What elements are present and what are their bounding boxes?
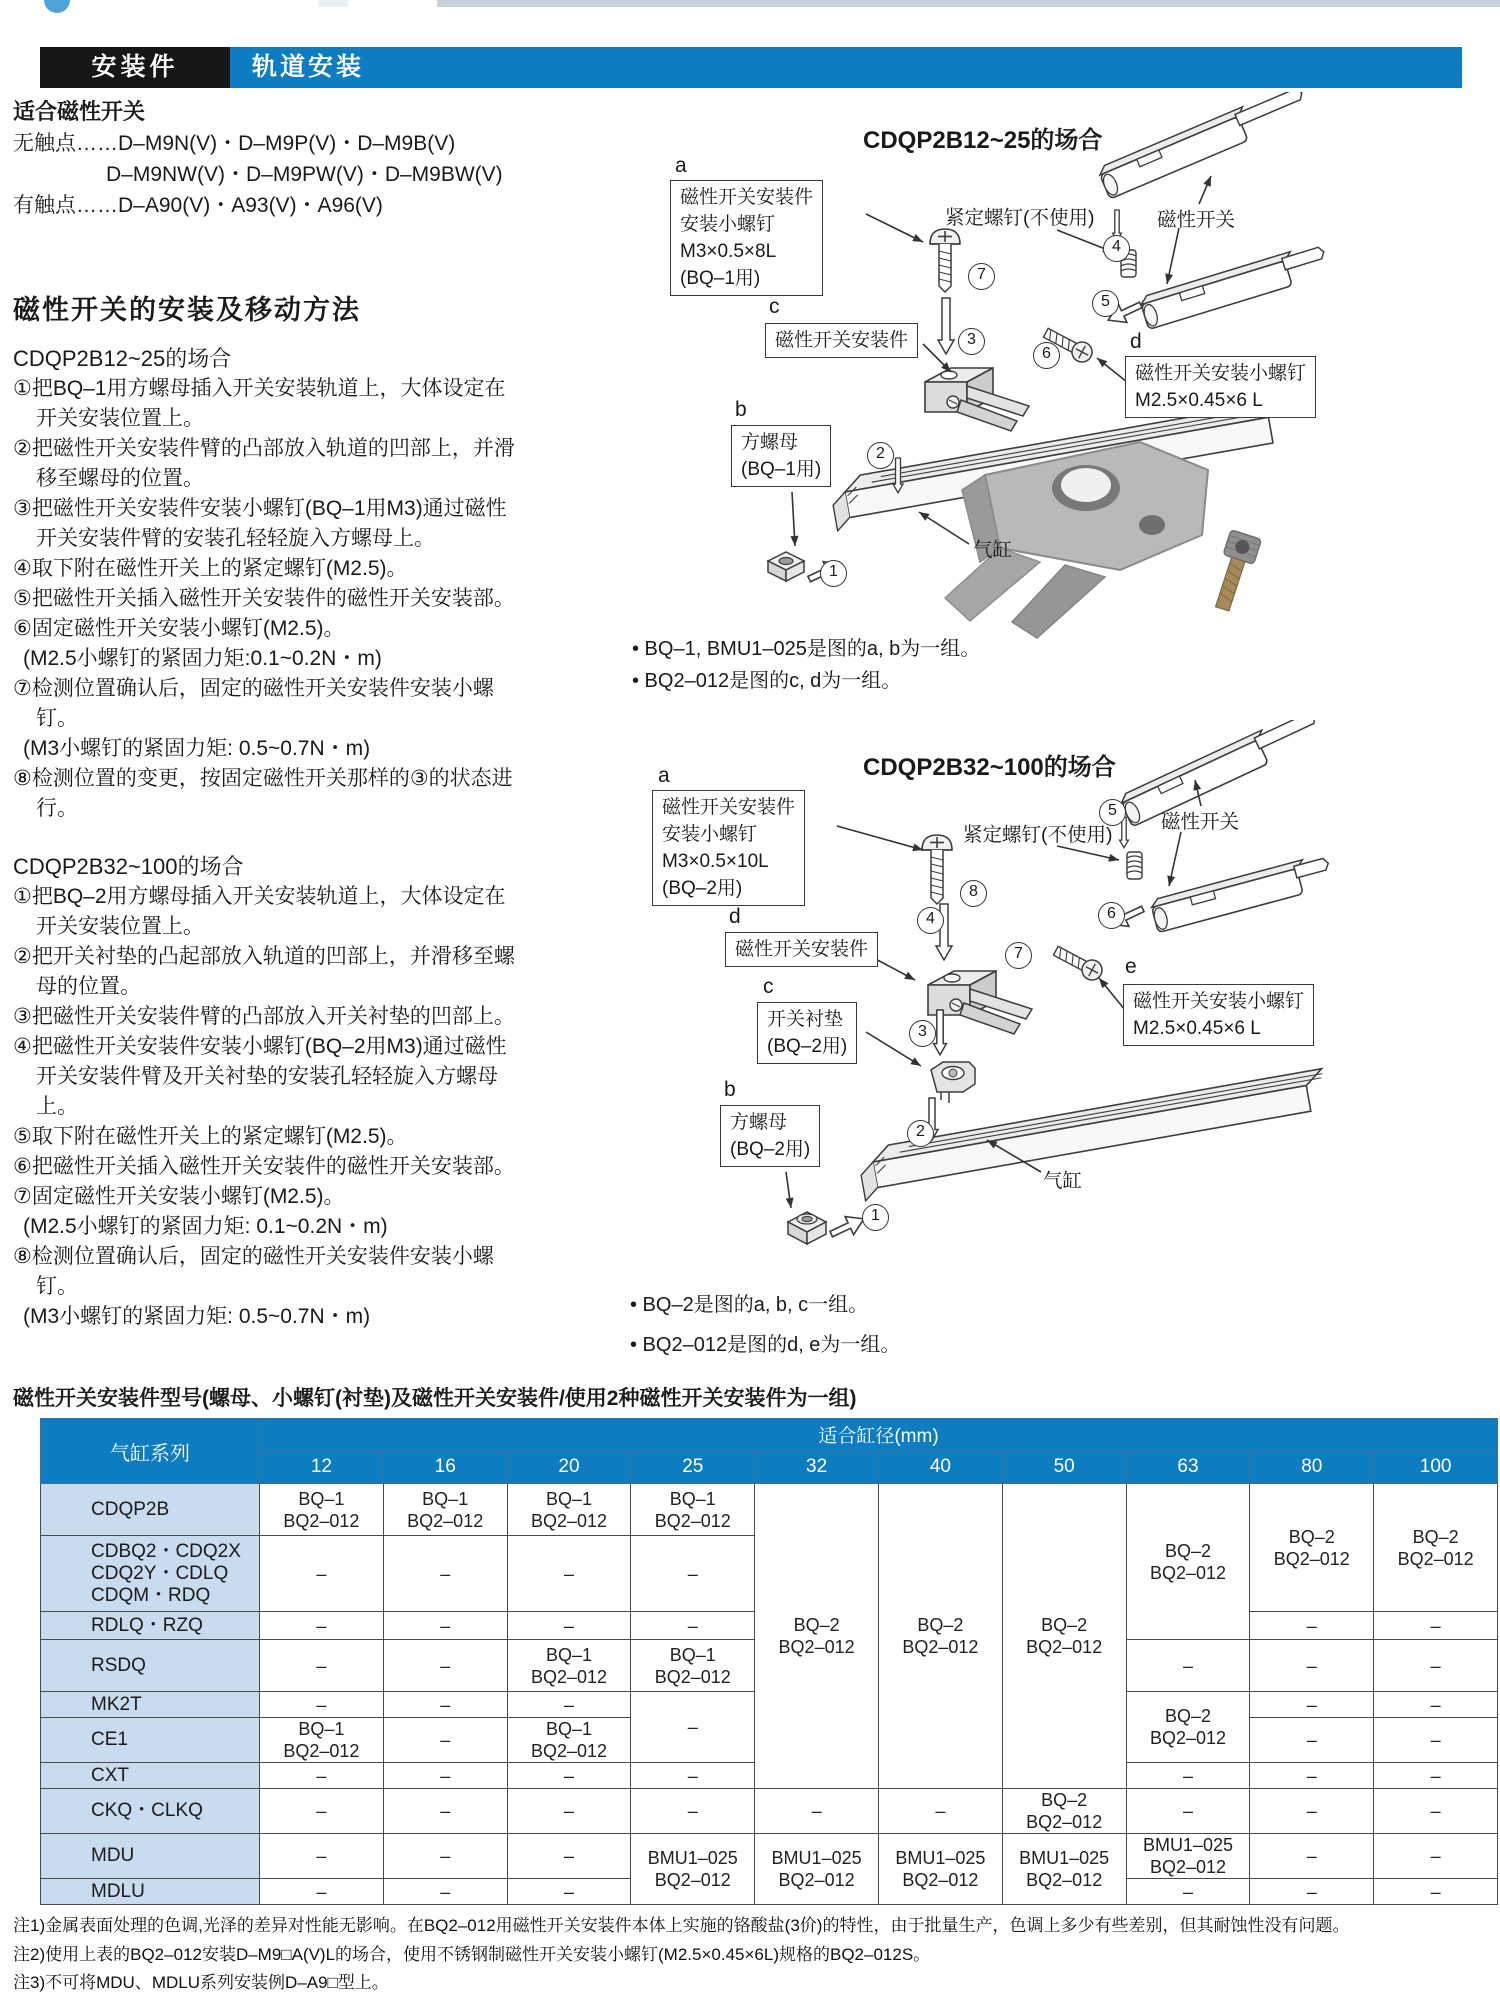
table-cell: – — [1374, 1692, 1498, 1718]
column-header-bore-32: 32 — [755, 1451, 879, 1484]
procedure-step: ⑧检测位置确认后，固定的磁性开关安装件安装小螺钉。 — [13, 1245, 494, 1298]
table-cell: BQ–2 BQ2–012 — [1126, 1692, 1250, 1763]
table-row — [41, 1834, 1498, 1879]
table-cell: – — [1250, 1692, 1374, 1718]
table-cell: – — [260, 1692, 384, 1718]
table-cell: – — [1374, 1640, 1498, 1692]
table-cell: – — [260, 1536, 384, 1612]
row-label-CE1: CE1 — [41, 1718, 260, 1763]
switch-spacer-icon — [931, 1062, 975, 1103]
table-cell: BMU1–025 BQ2–012 — [631, 1834, 755, 1905]
callout-b-line: (BQ–2用) — [730, 1139, 811, 1160]
m3-screw-icon — [922, 835, 952, 904]
table-title: 磁性开关安装件型号(螺母、小螺钉(衬垫)及磁性开关安装件/使用2种磁性开关安装件为一组) — [13, 1387, 857, 1410]
table-cell: – — [260, 1612, 384, 1640]
callout-a-line: 安装小螺钉 — [662, 824, 758, 845]
procedure1-subtitle: CDQP2B12~25的场合 — [13, 346, 232, 371]
m2-5-screw-icon — [1051, 942, 1105, 984]
table-cell: – — [383, 1763, 507, 1789]
row-label-MDU: MDU — [41, 1834, 260, 1879]
table-cell: – — [631, 1692, 755, 1763]
header-tab-mounting: 安装件 — [40, 47, 230, 88]
callout-letter-e: e — [1125, 955, 1137, 978]
step-marker-6: 6 — [1098, 902, 1125, 929]
step-marker-8: 8 — [960, 880, 987, 907]
table-cell: BQ–1 BQ2–012 — [631, 1640, 755, 1692]
leader-arrowhead — [912, 234, 923, 242]
table-cell: BQ–2 BQ2–012 — [1374, 1484, 1498, 1612]
table-cell: – — [383, 1879, 507, 1905]
callout-d-line: M2.5×0.45×6 L — [1135, 390, 1263, 411]
table-cell: – — [631, 1789, 755, 1834]
applicable-switch-list — [13, 128, 503, 221]
callout-b-box — [731, 425, 831, 487]
applicable-line: D–M9NW(V)・D–M9PW(V)・D–M9BW(V) — [106, 163, 503, 186]
table-cell: – — [507, 1879, 631, 1905]
table-cell: BMU1–025 BQ2–012 — [755, 1834, 879, 1905]
table-cell: – — [631, 1612, 755, 1640]
callout-letter-d: d — [1130, 330, 1142, 353]
table-cell: – — [507, 1834, 631, 1879]
photo-screw — [1207, 530, 1262, 614]
procedure2-subtitle: CDQP2B32~100的场合 — [13, 854, 244, 879]
table-cell: – — [260, 1879, 384, 1905]
procedure-step: ⑦检测位置确认后，固定的磁性开关安装件安装小螺钉。 — [13, 677, 494, 730]
table-cell: – — [507, 1763, 631, 1789]
table-cell: BMU1–025 BQ2–012 — [1002, 1834, 1126, 1905]
table-cell: – — [383, 1640, 507, 1692]
table-cell: BQ–1 BQ2–012 — [507, 1640, 631, 1692]
table-cell: – — [878, 1789, 1002, 1834]
callout-d-box — [1125, 356, 1316, 418]
procedure-step: ①把BQ–1用方螺母插入开关安装轨道上，大体设定在开关安装位置上。 — [13, 377, 506, 430]
callout-c-line: 开关衬垫 — [767, 1009, 844, 1030]
callout-a-box — [652, 790, 805, 906]
table-row — [41, 1789, 1498, 1834]
diagram1-note: • BQ2–012是图的c, d为一组。 — [632, 670, 902, 692]
square-nut-icon — [788, 1212, 826, 1244]
table-cell: – — [1250, 1763, 1374, 1789]
table-cell: – — [631, 1763, 755, 1789]
step-marker-6: 6 — [1033, 342, 1060, 369]
table-cell: – — [383, 1834, 507, 1879]
procedure2-steps — [13, 882, 516, 1332]
procedure-step: ②把开关衬垫的凸起部放入轨道的凹部上，并滑移至螺母的位置。 — [13, 945, 515, 998]
leader-line — [837, 826, 923, 850]
down-arrow-icon — [938, 298, 954, 354]
row-label-MK2T: MK2T — [41, 1692, 260, 1718]
table-cell: – — [383, 1536, 507, 1612]
table-cell: – — [260, 1763, 384, 1789]
table-cell: – — [1126, 1640, 1250, 1692]
callout-d-line: 磁性开关安装件 — [735, 939, 869, 960]
page-top-logo-remnant — [44, 0, 70, 13]
callout-letter-a: a — [658, 764, 670, 787]
row-label-RSDQ: RSDQ — [41, 1640, 260, 1692]
table-row — [41, 1484, 1498, 1536]
column-header-bore-80: 80 — [1250, 1451, 1374, 1484]
table-cell: – — [1374, 1718, 1498, 1763]
table-cell: – — [507, 1536, 631, 1612]
table-cell: – — [1374, 1763, 1498, 1789]
magnetic-switch-icon — [1150, 854, 1334, 933]
table-cell: – — [1374, 1834, 1498, 1879]
leader-arrowhead — [1203, 176, 1211, 187]
table-cell: – — [1374, 1879, 1498, 1905]
callout-a-line: M3×0.5×10L — [662, 851, 769, 872]
table-cell: – — [1250, 1834, 1374, 1879]
applicable-switch-title: 适合磁性开关 — [13, 99, 146, 124]
step-marker-4: 4 — [1103, 235, 1130, 262]
table-cell: BQ–1 BQ2–012 — [507, 1718, 631, 1763]
procedure-step: ①把BQ–2用方螺母插入开关安装轨道上，大体设定在开关安装位置上。 — [13, 885, 506, 938]
table-cell: – — [1250, 1718, 1374, 1763]
callout-b-line: 方螺母 — [730, 1112, 788, 1133]
procedure-step: ③把磁性开关安装件安装小螺钉(BQ–1用M3)通过磁性开关安装件臂的安装孔轻轻旋入方螺母上。 — [13, 497, 507, 550]
callout-c-box — [757, 1002, 857, 1064]
procedure-step: ②把磁性开关安装件臂的凸部放入轨道的凹部上，并滑移至螺母的位置。 — [13, 437, 515, 490]
callout-e-line: 磁性开关安装小螺钉 — [1133, 991, 1305, 1012]
table-cell: – — [383, 1789, 507, 1834]
table-cell: – — [260, 1834, 384, 1879]
callout-b-line: 方螺母 — [741, 432, 799, 453]
callout-d-line: 磁性开关安装小螺钉 — [1135, 363, 1307, 384]
callout-c-line: 磁性开关安装件 — [775, 330, 909, 351]
column-header-bore-25: 25 — [631, 1451, 755, 1484]
procedure-step-torque-note: (M3小螺钉的紧固力矩: 0.5~0.7N・m) — [23, 1305, 371, 1328]
magnetic-switch-icon — [1139, 242, 1330, 329]
table-cell: – — [260, 1789, 384, 1834]
step-marker-1: 1 — [820, 560, 847, 587]
table-cell: – — [383, 1718, 507, 1763]
footnote: 注3)不可将MDU、MDLU系列安装例D–A9□型上。 — [13, 1973, 389, 1992]
callout-a-line: (BQ–1用) — [680, 268, 761, 289]
page-top-bar — [437, 0, 1500, 7]
cylinder-label: 气缸 — [973, 539, 1013, 561]
callout-letter-c: c — [763, 975, 774, 998]
row-label-CDBQ2・CDQ2X: CDBQ2・CDQ2X CDQ2Y・CDLQ CDQM・RDQ — [41, 1536, 260, 1612]
procedure-step: ⑥把磁性开关插入磁性开关安装件的磁性开关安装部。 — [13, 1155, 515, 1178]
column-header-bore-group: 适合缸径(mm) — [260, 1419, 1498, 1452]
callout-a-line: (BQ–2用) — [662, 878, 743, 899]
set-screw-label: 紧定螺钉(不使用) — [945, 207, 1095, 229]
magnetic-switch-icon — [1097, 92, 1311, 199]
table-cell: BQ–2 BQ2–012 — [1250, 1484, 1374, 1612]
cylinder-label: 气缸 — [1043, 1170, 1083, 1192]
table-cell: – — [1250, 1640, 1374, 1692]
table-cell: – — [1126, 1879, 1250, 1905]
table-cell: – — [383, 1612, 507, 1640]
column-header-cylinder-series: 气缸系列 — [41, 1419, 260, 1484]
step-marker-7: 7 — [968, 263, 995, 290]
table-cell: – — [1126, 1763, 1250, 1789]
column-header-bore-40: 40 — [878, 1451, 1002, 1484]
table-cell: BQ–1 BQ2–012 — [260, 1484, 384, 1536]
column-header-bore-50: 50 — [1002, 1451, 1126, 1484]
callout-a-box — [670, 180, 823, 296]
table-cell: BQ–2 BQ2–012 — [1002, 1484, 1126, 1789]
leader-arrowhead — [904, 972, 915, 980]
step-marker-1: 1 — [862, 1204, 889, 1231]
procedure-step: ⑥固定磁性开关安装小螺钉(M2.5)。 — [13, 617, 345, 640]
procedure-step: ⑤取下附在磁性开关上的紧定螺钉(M2.5)。 — [13, 1125, 408, 1148]
callout-a-line: M3×0.5×8L — [680, 241, 777, 262]
table-cell: BQ–1 BQ2–012 — [507, 1484, 631, 1536]
header-tab-rail-mounting: 轨道安装 — [230, 47, 1462, 88]
table-cell: – — [383, 1692, 507, 1718]
callout-a-line: 磁性开关安装件 — [662, 797, 796, 818]
footnote: 注1)金属表面处理的色调,光泽的差异对性能无影响。在BQ2–012用磁性开关安装件本体上实施的铬酸盐(3价)的特性，由于批量生产，色调上多少有些差别，但其耐蚀性没有问题。 — [13, 1916, 1350, 1935]
table-cell: BMU1–025 BQ2–012 — [878, 1834, 1002, 1905]
column-header-bore-100: 100 — [1374, 1451, 1498, 1484]
procedure-step: ⑦固定磁性开关安装小螺钉(M2.5)。 — [13, 1185, 345, 1208]
table-cell: BQ–1 BQ2–012 — [260, 1718, 384, 1763]
column-header-bore-16: 16 — [383, 1451, 507, 1484]
step-marker-5: 5 — [1099, 799, 1126, 826]
procedure-step-torque-note: (M3小螺钉的紧固力矩: 0.5~0.7N・m) — [23, 737, 371, 760]
callout-e-line: M2.5×0.45×6 L — [1133, 1018, 1261, 1039]
step-marker-5: 5 — [1092, 290, 1119, 317]
table-cell: – — [1126, 1789, 1250, 1834]
procedure-step: ③把磁性开关安装件臂的凸部放入开关衬垫的凹部上。 — [13, 1005, 515, 1028]
procedure-step: ④把磁性开关安装件安装小螺钉(BQ–2用M3)通过磁性开关安装件臂及开关衬垫的安装孔轻轻旋入方螺母上。 — [13, 1035, 507, 1118]
step-marker-3: 3 — [909, 1020, 936, 1047]
table-cell: – — [507, 1789, 631, 1834]
callout-c-line: (BQ–2用) — [767, 1036, 848, 1057]
table-cell: BQ–2 BQ2–012 — [1002, 1789, 1126, 1834]
install-method-title: 磁性开关的安装及移动方法 — [13, 295, 361, 325]
diagram2-note: • BQ2–012是图的d, e为一组。 — [630, 1334, 901, 1356]
step-marker-4: 4 — [917, 907, 944, 934]
callout-e-box — [1123, 984, 1314, 1046]
column-header-bore-12: 12 — [260, 1451, 384, 1484]
row-label-CKQ・CLKQ: CKQ・CLKQ — [41, 1789, 260, 1834]
procedure1-steps — [13, 374, 516, 824]
column-header-bore-63: 63 — [1126, 1451, 1250, 1484]
procedure-step-torque-note: (M2.5小螺钉的紧固力矩: 0.1~0.2N・m) — [23, 1215, 388, 1238]
leader-arrowhead — [786, 1198, 794, 1208]
callout-a-line: 安装小螺钉 — [680, 214, 776, 235]
diagram2-note: • BQ–2是图的a, b, c一组。 — [630, 1294, 869, 1316]
row-label-CDQP2B: CDQP2B — [41, 1484, 260, 1536]
leader-arrowhead — [1165, 273, 1173, 284]
table-cell: BQ–1 BQ2–012 — [383, 1484, 507, 1536]
table-cell: – — [1374, 1789, 1498, 1834]
leader-arrowhead — [1108, 854, 1119, 862]
table-cell: – — [631, 1536, 755, 1612]
diagram1-title: CDQP2B12~25的场合 — [863, 127, 1103, 154]
procedure-step: ⑤把磁性开关插入磁性开关安装件的磁性开关安装部。 — [13, 587, 515, 610]
callout-a-line: 磁性开关安装件 — [680, 187, 814, 208]
switch-mounting-bracket-icon — [925, 368, 1029, 431]
procedure-step: ④取下附在磁性开关上的紧定螺钉(M2.5)。 — [13, 557, 408, 580]
m3-screw-icon — [930, 229, 960, 292]
step-marker-2: 2 — [867, 442, 894, 469]
procedure-step: ⑧检测位置的变更，按固定磁性开关那样的③的状态进行。 — [13, 767, 513, 820]
table-cell: – — [755, 1789, 879, 1834]
table-cell: BMU1–025 BQ2–012 — [1126, 1834, 1250, 1879]
step-marker-7: 7 — [1005, 942, 1032, 969]
row-label-MDLU: MDLU — [41, 1879, 260, 1905]
procedure-step-torque-note: (M2.5小螺钉的紧固力矩:0.1~0.2N・m) — [23, 647, 382, 670]
table-cell: – — [1374, 1612, 1498, 1640]
table-cell: – — [1250, 1879, 1374, 1905]
bracket-photo — [890, 430, 1340, 645]
callout-letter-a: a — [675, 154, 687, 177]
callout-b-line: (BQ–1用) — [741, 459, 822, 480]
callout-letter-d: d — [729, 905, 741, 928]
callout-letter-b: b — [735, 398, 747, 421]
table-cell: – — [507, 1612, 631, 1640]
table-cell: BQ–2 BQ2–012 — [1126, 1484, 1250, 1640]
magnetic-switch-label: 磁性开关 — [1161, 811, 1240, 833]
column-header-bore-20: 20 — [507, 1451, 631, 1484]
diagram1-note: • BQ–1, BMU1–025是图的a, b为一组。 — [632, 638, 981, 660]
table-wrap — [40, 1418, 1498, 1905]
callout-b-box — [720, 1105, 820, 1167]
set-screw-icon — [1127, 852, 1142, 879]
leader-arrowhead — [910, 1057, 921, 1066]
leader-arrowhead — [1167, 875, 1175, 886]
applicable-line: 有触点……D–A90(V)・A93(V)・A96(V) — [13, 194, 383, 217]
table-cell: BQ–1 BQ2–012 — [631, 1484, 755, 1536]
footnote: 注2)使用上表的BQ2–012安装D–M9□A(V)L的场合，使用不锈钢制磁性开关安装小螺钉(M2.5×0.45×6L)规格的BQ2–012S。 — [13, 1944, 931, 1964]
table-cell: – — [507, 1692, 631, 1718]
set-screw-label: 紧定螺钉(不使用) — [963, 824, 1113, 846]
magnetic-switch-label: 磁性开关 — [1157, 209, 1236, 231]
step-marker-3: 3 — [958, 328, 985, 355]
leader-arrowhead — [790, 536, 798, 546]
row-label-CXT: CXT — [41, 1763, 260, 1789]
callout-letter-b: b — [724, 1078, 736, 1101]
table-cell: BQ–2 BQ2–012 — [755, 1484, 879, 1789]
table-cell: – — [1250, 1789, 1374, 1834]
callout-letter-c: c — [769, 295, 780, 318]
applicable-line: 无触点……D–M9N(V)・D–M9P(V)・D–M9B(V) — [13, 132, 456, 155]
step-marker-2: 2 — [907, 1120, 934, 1147]
mounting-table — [40, 1418, 1498, 1905]
callout-c-box — [765, 323, 918, 358]
table-cell: – — [1250, 1612, 1374, 1640]
diagram2-title: CDQP2B32~100的场合 — [863, 754, 1116, 781]
table-cell: – — [260, 1640, 384, 1692]
page-top-ghost — [318, 0, 348, 7]
row-label-RDLQ・RZQ: RDLQ・RZQ — [41, 1612, 260, 1640]
footnotes — [13, 1912, 1349, 1998]
square-nut-icon — [768, 552, 804, 581]
table-cell: BQ–2 BQ2–012 — [878, 1484, 1002, 1789]
callout-d-box — [725, 932, 878, 967]
diagram-cdqp2b32-100 — [505, 720, 1340, 1380]
